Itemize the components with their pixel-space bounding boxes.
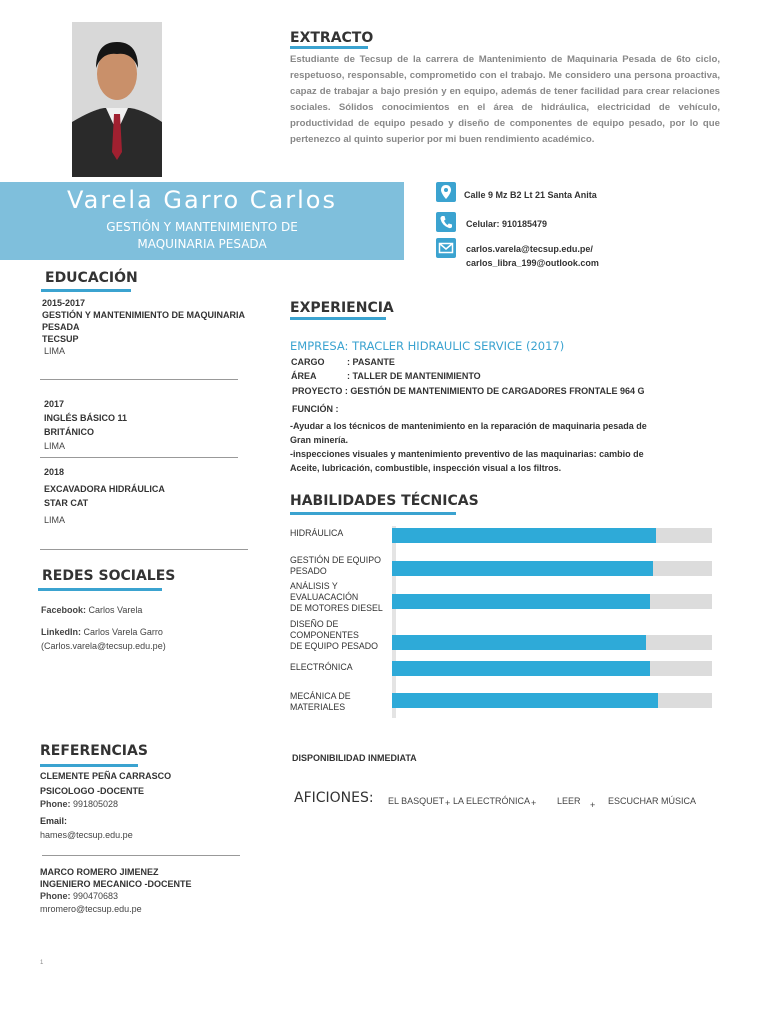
education-program: GESTIÓN Y MANTENIMIENTO DE MAQUINARIA bbox=[42, 310, 246, 320]
contact-phone: Celular: 910185479 bbox=[466, 219, 548, 229]
education-institution: BRITÁNICO bbox=[44, 427, 94, 437]
skill-bar-fill bbox=[392, 594, 650, 609]
extracto-heading: EXTRACTO bbox=[290, 30, 373, 46]
experience-cargo bbox=[291, 356, 395, 368]
education-city: LIMA bbox=[44, 441, 66, 451]
education-heading: EDUCACIÓN bbox=[45, 270, 138, 286]
skill-bar-track bbox=[392, 661, 712, 676]
education-city: LIMA bbox=[44, 515, 66, 525]
experience-heading: EXPERIENCIA bbox=[290, 300, 394, 316]
duty-1-line-2: Gran minería. bbox=[290, 435, 349, 445]
divider bbox=[40, 379, 238, 380]
location-icon bbox=[436, 182, 456, 202]
page-number: 1 bbox=[40, 960, 44, 966]
education-year: 2017 bbox=[44, 399, 65, 409]
facebook-label: Facebook: bbox=[41, 605, 87, 615]
skill-bar-fill bbox=[392, 635, 646, 650]
education-item bbox=[44, 398, 274, 452]
candidate-name: Varela Garro Carlos bbox=[67, 186, 337, 214]
hobby-item: EL BASQUET bbox=[388, 796, 445, 806]
divider bbox=[40, 457, 238, 458]
mail-icon bbox=[436, 238, 456, 258]
contact-email-2[interactable]: carlos_libra_199@outlook.com bbox=[466, 258, 599, 268]
hobby-item: ESCUCHAR MÚSICA bbox=[608, 796, 697, 806]
skill-bar-fill bbox=[392, 693, 658, 708]
linkedin-email: (Carlos.varela@tecsup.edu.pe) bbox=[41, 641, 166, 651]
skills-heading: HABILIDADES TÉCNICAS bbox=[290, 493, 479, 509]
reference-email[interactable]: hames@tecsup.edu.pe bbox=[40, 830, 133, 840]
profile-photo bbox=[72, 22, 162, 177]
education-city: LIMA bbox=[44, 346, 66, 356]
availability: DISPONIBILIDAD INMEDIATA bbox=[292, 753, 417, 763]
education-year: 2018 bbox=[44, 467, 65, 477]
heading-underline bbox=[38, 588, 162, 591]
extracto-text: Estudiante de Tecsup de la carrera de Mantenimiento de Maquinaria Pesada de 6to ciclo, respetuoso, responsable, comprometido con el trabajo. Me considero una persona proactiva, capaz de trabajar a bajo presión y en equipo, además de tener facilidad para crear relaciones sociales. Sólidos conocimientos en el área de hidráulica, electricidad de vehículo, productividad de equipo pesado y diseño de componentes de equipo pesado, por lo que pertenezco al quinto superior por mi buen rendimiento académico. bbox=[290, 54, 720, 145]
area-value: : TALLER DE MANTENIMIENTO bbox=[347, 371, 481, 381]
experience-duty-2 bbox=[290, 447, 644, 475]
heading-underline bbox=[41, 289, 131, 292]
education-year: 2015-2017 bbox=[42, 298, 86, 308]
contact-email-1[interactable]: carlos.varela@tecsup.edu.pe/ bbox=[466, 244, 593, 254]
linkedin-entry[interactable] bbox=[41, 626, 166, 652]
experience-area bbox=[291, 370, 481, 382]
reference-phone: 991805028 bbox=[73, 799, 119, 809]
reference-phone-label: Phone: bbox=[40, 891, 71, 901]
duty-1-line-1: -Ayudar a los técnicos de mantenimiento en la reparación de maquinaria pesada de bbox=[290, 421, 647, 431]
education-program: EXCAVADORA HIDRÁULICA bbox=[44, 484, 165, 494]
facebook-entry[interactable] bbox=[41, 604, 142, 616]
skill-label: HIDRÁULICA bbox=[290, 528, 344, 538]
reference-item bbox=[40, 770, 270, 841]
plus-icon: + bbox=[531, 798, 537, 808]
skill-label: DISEÑO DE COMPONENTES DE EQUIPO PESADO bbox=[290, 619, 378, 651]
linkedin-value: Carlos Varela Garro bbox=[83, 627, 163, 637]
education-item bbox=[42, 297, 272, 357]
references-heading: REFERENCIAS bbox=[40, 743, 148, 759]
reference-role: INGENIERO MECANICO -DOCENTE bbox=[40, 879, 192, 889]
hobby-item: LEER bbox=[557, 796, 581, 806]
education-program-cont: PESADA bbox=[42, 322, 80, 332]
reference-name: CLEMENTE PEÑA CARRASCO bbox=[40, 771, 172, 781]
phone-icon bbox=[436, 212, 456, 232]
skill-label: GESTIÓN DE EQUIPO PESADO bbox=[290, 555, 381, 576]
reference-item bbox=[40, 866, 270, 915]
skill-bar-fill bbox=[392, 528, 656, 543]
area-label: ÁREA bbox=[291, 371, 317, 381]
candidate-subtitle bbox=[0, 219, 404, 253]
skill-bar-fill bbox=[392, 561, 653, 576]
heading-underline bbox=[290, 46, 368, 49]
contact-address: Calle 9 Mz B2 Lt 21 Santa Anita bbox=[464, 190, 597, 200]
skill-bar-track bbox=[392, 561, 712, 576]
education-item bbox=[44, 466, 274, 526]
reference-phone: 990470683 bbox=[73, 891, 119, 901]
cargo-label: CARGO bbox=[291, 357, 325, 367]
skill-label: ANÁLISIS Y EVALUACACIÓN DE MOTORES DIESEL bbox=[290, 581, 383, 613]
experience-function-label: FUNCIÓN : bbox=[292, 404, 339, 414]
education-institution: STAR CAT bbox=[44, 498, 89, 508]
reference-email[interactable]: mromero@tecsup.edu.pe bbox=[40, 904, 142, 914]
social-heading: REDES SOCIALES bbox=[42, 568, 175, 584]
education-institution: TECSUP bbox=[42, 334, 79, 344]
hobby-item: LA ELECTRÓNICA bbox=[453, 796, 531, 806]
plus-icon: + bbox=[590, 800, 596, 810]
hobbies-heading: AFICIONES: bbox=[294, 790, 374, 806]
reference-email-label: Email: bbox=[40, 816, 68, 826]
divider bbox=[42, 855, 240, 856]
reference-name: MARCO ROMERO JIMENEZ bbox=[40, 867, 159, 877]
experience-duty-1 bbox=[290, 419, 647, 447]
heading-underline bbox=[40, 764, 138, 767]
duty-2-line-2: Aceite, lubricación, combustible, inspección visual a los filtros. bbox=[290, 463, 562, 473]
heading-underline bbox=[290, 317, 386, 320]
cargo-value: : PASANTE bbox=[347, 357, 395, 367]
skill-bar-track bbox=[392, 693, 712, 708]
facebook-value: Carlos Varela bbox=[88, 605, 143, 615]
reference-role: PSICOLOGO -DOCENTE bbox=[40, 786, 145, 796]
heading-underline bbox=[290, 512, 456, 515]
duty-2-line-1: -inspecciones visuales y mantenimiento preventivo de las maquinarias: cambio de bbox=[290, 449, 644, 459]
skill-bar-track bbox=[392, 594, 712, 609]
skill-bar-track bbox=[392, 635, 712, 650]
plus-icon: + bbox=[445, 798, 451, 808]
subtitle-line-1: GESTIÓN Y MANTENIMIENTO DE bbox=[106, 220, 298, 234]
reference-phone-label: Phone: bbox=[40, 799, 71, 809]
skills-axis bbox=[392, 526, 396, 718]
experience-project: PROYECTO : GESTIÓN DE MANTENIMIENTO DE CARGADORES FRONTALE 964 G bbox=[292, 386, 645, 396]
divider bbox=[40, 549, 248, 550]
person-portrait-icon bbox=[72, 22, 162, 177]
skill-label: ELECTRÓNICA bbox=[290, 662, 353, 672]
experience-company: EMPRESA: TRACLER HIDRAULIC SERVICE (2017) bbox=[290, 339, 565, 353]
linkedin-label: LinkedIn: bbox=[41, 627, 81, 637]
skill-bar-track bbox=[392, 528, 712, 543]
skill-label: MECÁNICA DE MATERIALES bbox=[290, 691, 351, 712]
subtitle-line-2: MAQUINARIA PESADA bbox=[137, 237, 267, 251]
education-program: INGLÉS BÁSICO 11 bbox=[44, 413, 128, 423]
skill-bar-fill bbox=[392, 661, 650, 676]
